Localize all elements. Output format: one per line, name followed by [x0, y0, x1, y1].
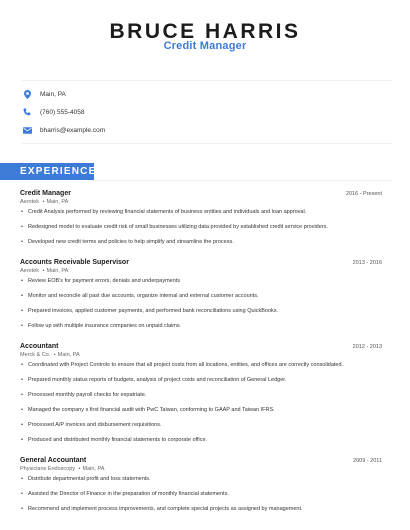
- contact-phone: [22, 103, 392, 121]
- bullet-item: • Managed the company s first financial audit with PwC Taiwan, conforming to GAAP and Taiwan IFRS.: [20, 407, 382, 414]
- job-company: Aerotek: [20, 199, 39, 205]
- section-heading-experience: EXPERIENCE: [0, 163, 94, 180]
- bullet-item: • Review EOB's for payment errors, denials and underpayments: [20, 278, 382, 285]
- bullet-item: • Recommend and implement process improvements, and complete special projects as assigned by management.: [20, 506, 382, 513]
- job-company: Aerotek: [20, 268, 39, 274]
- job-dates: 2012 - 2013: [352, 344, 382, 350]
- job-location: Main, PA: [46, 199, 69, 205]
- contact-email: [22, 121, 392, 139]
- job-bullets: [20, 476, 382, 513]
- job-title: Accounts Receivable Supervisor: [20, 259, 129, 266]
- job-bullets: [20, 209, 382, 246]
- job-bullets: [20, 278, 382, 330]
- job-dates: 2013 - 2016: [352, 260, 382, 266]
- job-company-line: Merck & Co. • Main, PA: [20, 352, 80, 358]
- bullet-item: • Processed A/P invoices and disbursement requisitions.: [20, 422, 382, 429]
- bullet-item: • Developed new credit terms and policies to help simplify and streamline the process.: [20, 239, 382, 246]
- job-bullets: [20, 362, 382, 444]
- job-location: Main, PA: [57, 352, 80, 358]
- job-dates: 2016 - Present: [345, 191, 382, 197]
- contact-info: [22, 80, 392, 144]
- section-divider: [94, 180, 392, 181]
- job-entry: [20, 343, 382, 444]
- bullet-item: • Monitor and reconcile all past due accounts, organize internal and external customer accounts.: [20, 293, 382, 300]
- job-entry: [20, 457, 382, 513]
- bullet-item: • Credit Analysis performed by reviewing financial statements of business entities and individuals and loan approval.: [20, 209, 382, 216]
- job-entry: [20, 259, 382, 330]
- job-dates: 2009 - 2011: [353, 458, 382, 464]
- bullet-item: • Assisted the Director of Finance in the preparation of monthly financial statements.: [20, 491, 382, 498]
- bullet-item: • Produced and distributed monthly financial statements to corporate office.: [20, 437, 382, 444]
- job-company-line: Physicians Endoscopy • Main, PA: [20, 466, 105, 472]
- job-role: Credit Manager: [163, 40, 247, 52]
- location-text: Main, PA: [40, 90, 66, 98]
- contact-location: [22, 85, 392, 103]
- bullet-item: • Processed monthly payroll checks for expatriate.: [20, 392, 382, 399]
- email-icon: [22, 125, 32, 135]
- job-title: Accountant: [20, 343, 59, 350]
- job-company: Merck & Co.: [20, 352, 51, 358]
- job-title: Credit Manager: [20, 190, 71, 197]
- phone-text: (760) 555-4058: [40, 108, 85, 116]
- job-company-line: Aerotek • Main, PA: [20, 199, 69, 205]
- bullet-item: • Distribute departmental profit and loss statements.: [20, 476, 382, 483]
- job-title: General Accountant: [20, 457, 87, 464]
- job-location: Main, PA: [46, 268, 69, 274]
- job-company: Physicians Endoscopy: [20, 466, 76, 472]
- phone-icon: [22, 107, 32, 117]
- job-entry: [20, 190, 382, 246]
- candidate-name: BRUCE HARRIS: [109, 20, 301, 43]
- email-text: bharris@example.com: [40, 126, 106, 134]
- bullet-item: • Prepared monthly status reports of budgets, analysis of project costs and reconciliation of General Ledger.: [20, 377, 382, 384]
- bullet-item: • Prepared invoices, applied customer payments, and performed bank reconciliations using QuickBooks.: [20, 308, 382, 315]
- job-location: Main, PA: [82, 466, 105, 472]
- bullet-item: • Coordinated with Project Controls to ensure that all project costs from all locations, entities, and offices are correctly consolidated.: [20, 362, 382, 369]
- job-company-line: Aerotek • Main, PA: [20, 268, 69, 274]
- bullet-item: • Redesigned model to evaluate credit risk of small businesses utilizing data provided by established credit service providers.: [20, 224, 382, 231]
- bullet-item: • Follow up with multiple insurance companies on unpaid claims.: [20, 323, 382, 330]
- map-pin-icon: [22, 89, 32, 99]
